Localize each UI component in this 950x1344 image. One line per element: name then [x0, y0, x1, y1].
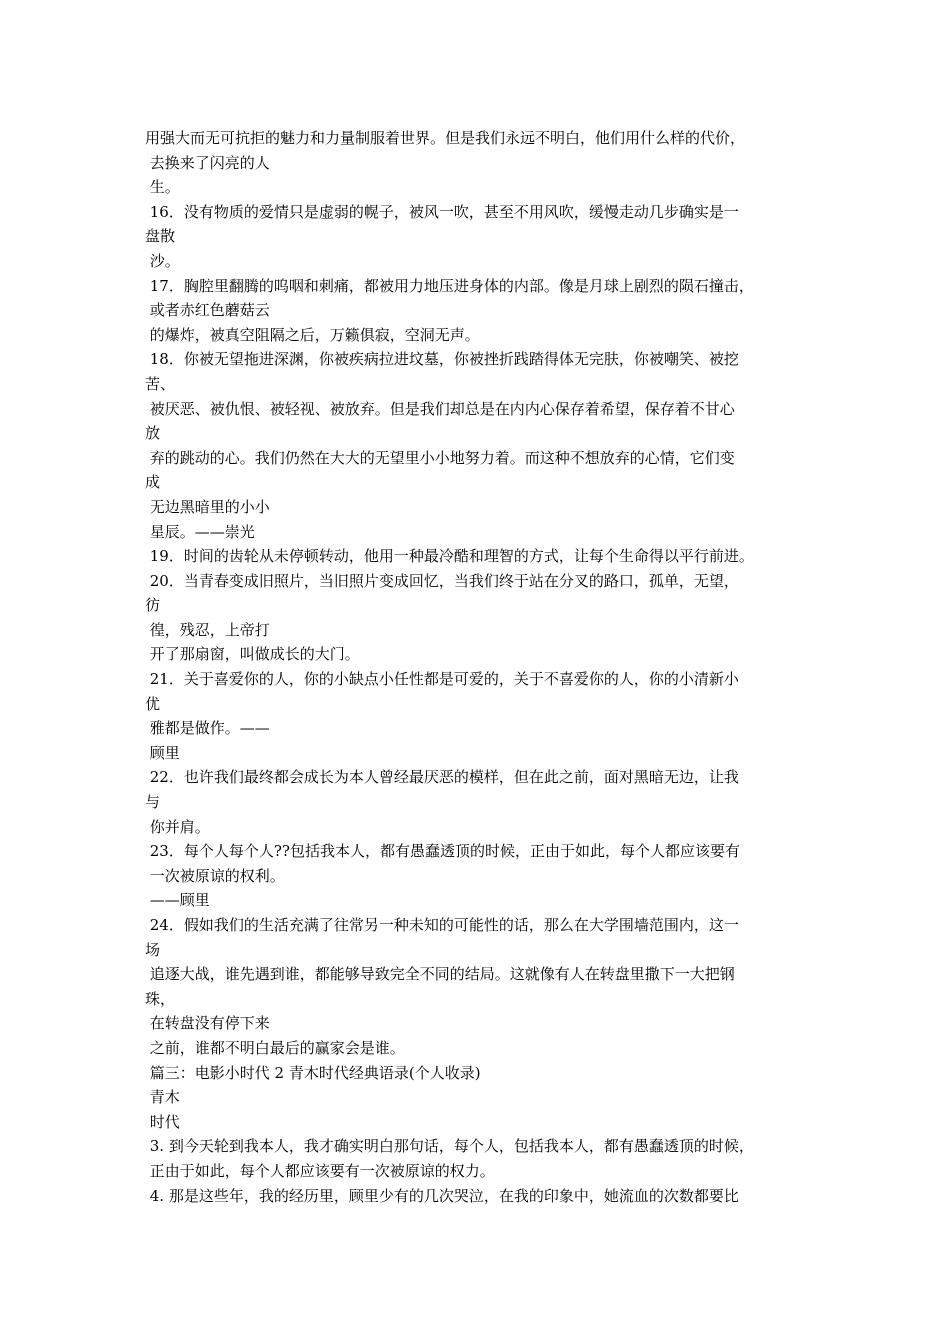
text-line: 被厌恶、被仇恨、被轻视、被放弃。但是我们却总是在内内心保存着希望，保存着不甘心: [145, 399, 735, 418]
text-line: ——顾里: [145, 891, 210, 910]
text-line: 你并肩。: [145, 817, 210, 836]
text-line: 雅都是做作。——: [145, 719, 270, 738]
text-line: 无边黑暗里的小小: [145, 497, 270, 516]
text-line: 成: [145, 473, 161, 492]
text-line: 苦、: [145, 374, 176, 393]
text-line: 正由于如此，每个人都应该要有一次被原谅的权力。: [145, 1161, 495, 1180]
text-line: 20．当青春变成旧照片，当旧照片变成回忆，当我们终于站在分叉的路口，孤单，无望，: [145, 571, 739, 590]
text-line: 18．你被无望拖进深渊，你被疾病拉进坟墓，你被挫折践踏得体无完肤，你被嘲笑、被挖: [145, 350, 739, 369]
text-line: 16．没有物质的爱情只是虚弱的幌子，被风一吹，甚至不用风吹，缓慢走动几步确实是一: [145, 202, 739, 221]
text-line: 3. 到今天轮到我本人，我才确实明白那句话，每个人，包括我本人，都有愚蠢透顶的时候，: [145, 1137, 754, 1156]
text-line: 24．假如我们的生活充满了往常另一种未知的可能性的话，那么在大学围墙范围内，这一: [145, 916, 739, 934]
text-line: 徨，残忍，上帝打: [145, 620, 270, 639]
text-line: 22．也许我们最终都会成长为本人曾经最厌恶的模样，但在此之前，面对黑暗无边，让我: [145, 768, 739, 787]
text-line: 一次被原谅的权利。: [145, 866, 285, 885]
text-line: 放: [145, 424, 161, 443]
text-line: 沙。: [145, 251, 180, 270]
text-line: 21．关于喜爱你的人，你的小缺点小任性都是可爱的，关于不喜爱你的人，你的小清新小: [145, 670, 739, 689]
text-line: 盘散: [145, 227, 176, 246]
text-line: 场: [145, 940, 161, 959]
text-line: 生。: [145, 178, 180, 197]
text-line: 与: [145, 793, 161, 812]
text-line: 23．每个人每个人??包括我本人，都有愚蠢透顶的时候，正由于如此，每个人都应该要有: [145, 842, 740, 861]
text-line: 用强大而无可抗拒的魅力和力量制服着世界。但是我们永远不明白，他们用什么样的代价，: [145, 129, 746, 147]
text-line: 星辰。——崇光: [145, 522, 255, 541]
text-line: 青木: [145, 1088, 180, 1107]
text-line: 珠，: [145, 989, 176, 1008]
text-line: 的爆炸，被真空阻隔之后，万籁俱寂，空洞无声。: [145, 325, 480, 344]
text-line: 在转盘没有停下来: [145, 1014, 270, 1033]
section-heading: 篇三：电影小时代 2 青木时代经典语录(个人收录): [145, 1063, 481, 1082]
text-line: 19．时间的齿轮从未停顿转动，他用一种最冷酷和理智的方式，让每个生命得以平行前进。: [145, 547, 754, 566]
text-line: 追逐大战，谁先遇到谁，都能够导致完全不同的结局。这就像有人在转盘里撒下一大把钢: [145, 965, 735, 984]
text-line: 4. 那是这些年，我的经历里，顾里少有的几次哭泣，在我的印象中，她流血的次数都要比: [145, 1186, 739, 1205]
text-line: 彷: [145, 596, 161, 615]
text-line: 顾里: [145, 743, 180, 762]
text-line: 开了那扇窗，叫做成长的大门。: [145, 645, 360, 664]
text-line: 去换来了闪亮的人: [145, 153, 270, 172]
text-line: 弃的跳动的心。我们仍然在大大的无望里小小地努力着。而这种不想放弃的心情，它们变: [145, 448, 735, 467]
text-line: 之前，谁都不明白最后的赢家会是谁。: [145, 1038, 405, 1057]
text-line: 时代: [145, 1112, 180, 1131]
document-body: [145, 126, 825, 1208]
text-line: 或者赤红色蘑菇云: [145, 301, 270, 320]
text-line: 优: [145, 694, 161, 713]
text-line: 17．胸腔里翻腾的呜咽和刺痛，都被用力地压进身体的内部。像是月球上剧烈的陨石撞击，: [145, 276, 754, 295]
